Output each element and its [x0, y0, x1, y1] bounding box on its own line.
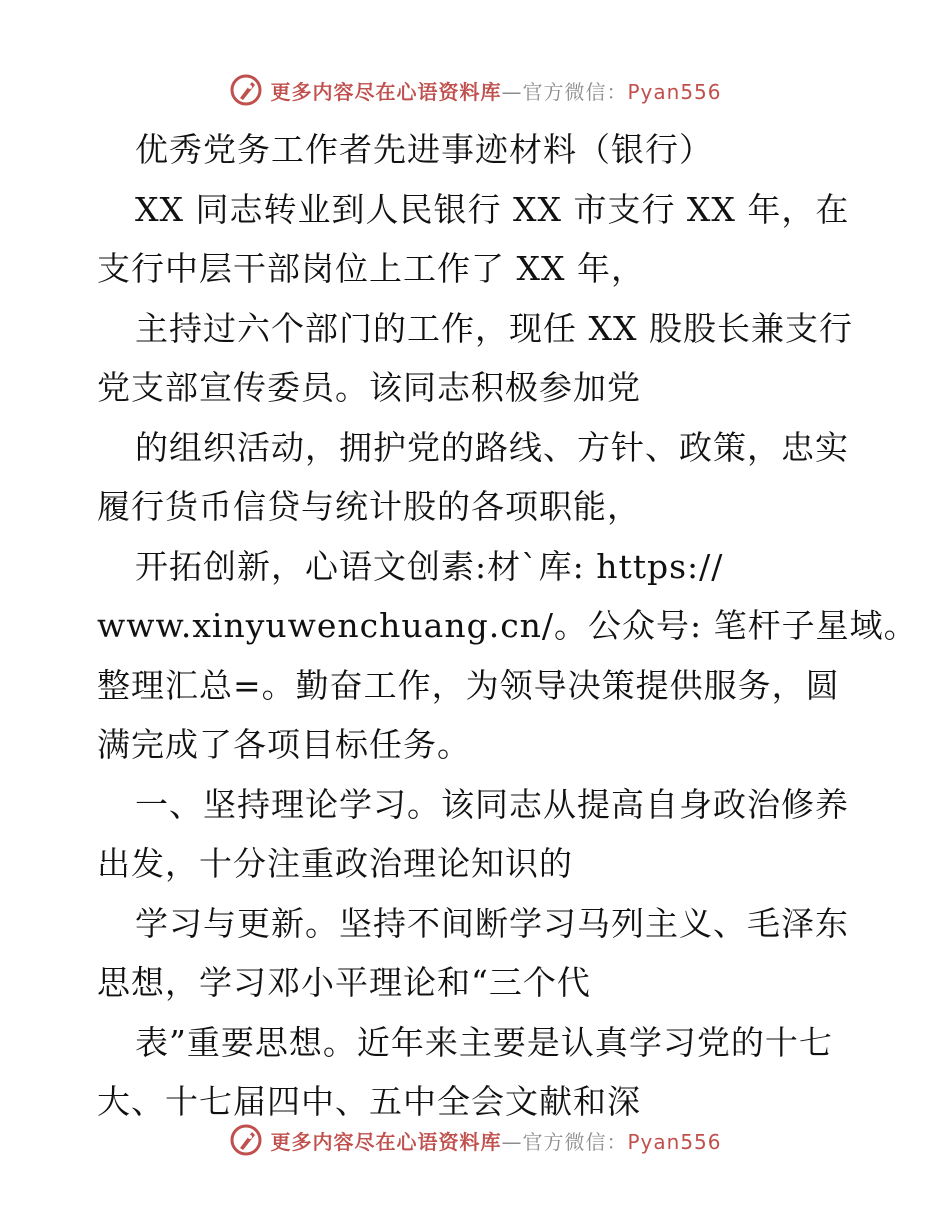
pen-nib-logo-icon	[228, 72, 264, 108]
document-line: 支行中层干部岗位上工作了 XX 年，	[97, 249, 645, 288]
header-banner-text	[270, 76, 721, 105]
pen-nib-logo-icon	[228, 1122, 264, 1158]
document-line: www.xinyuwenchuang.cn/。公众号: 笔杆子星域。	[97, 606, 918, 645]
document-title: 优秀党务工作者先进事迹材料（银行）	[135, 130, 713, 169]
footer-banner	[0, 1120, 950, 1160]
document-line: 表”重要思想。近年来主要是认真学习党的十七	[135, 1022, 833, 1062]
document-line: 满完成了各项目标任务。	[97, 725, 471, 764]
footer-banner-text	[270, 1126, 721, 1155]
document-line: 主持过六个部门的工作，现任 XX 股股长兼支行	[135, 308, 853, 348]
document-line: XX 同志转业到人民银行 XX 市支行 XX 年，在	[135, 189, 850, 229]
document-line: 一、坚持理论学习。该同志从提高自身政治修养	[135, 784, 849, 824]
footer-promo-text: 更多内容尽在心语资料库	[270, 1129, 502, 1154]
document-line: 整理汇总=。勤奋工作，为领导决策提供服务，圆	[97, 665, 840, 705]
footer-account: Pyan556	[627, 1129, 722, 1154]
header-channel-label: 官方微信：	[522, 79, 628, 104]
document-line: 学习与更新。坚持不间断学习马列主义、毛泽东	[135, 903, 849, 943]
header-promo-text: 更多内容尽在心语资料库	[270, 79, 502, 104]
footer-channel-label: 官方微信：	[522, 1129, 628, 1154]
document-body	[97, 120, 918, 1132]
document-line: 出发，十分注重政治理论知识的	[97, 844, 573, 883]
document-line: 开拓创新，心语文创素:材`库: https://	[135, 546, 724, 586]
header-banner	[0, 70, 950, 110]
header-account: Pyan556	[627, 79, 722, 104]
document-line: 思想，学习邓小平理论和“三个代	[97, 963, 591, 1002]
header-dash: —	[501, 79, 523, 104]
document-line: 履行货币信贷与统计股的各项职能，	[97, 487, 641, 526]
footer-dash: —	[501, 1129, 523, 1154]
document-line: 党支部宣传委员。该同志积极参加党	[97, 368, 641, 407]
document-line: 的组织活动，拥护党的路线、方针、政策，忠实	[135, 427, 849, 467]
document-line: 大、十七届四中、五中全会文献和深	[97, 1082, 641, 1121]
